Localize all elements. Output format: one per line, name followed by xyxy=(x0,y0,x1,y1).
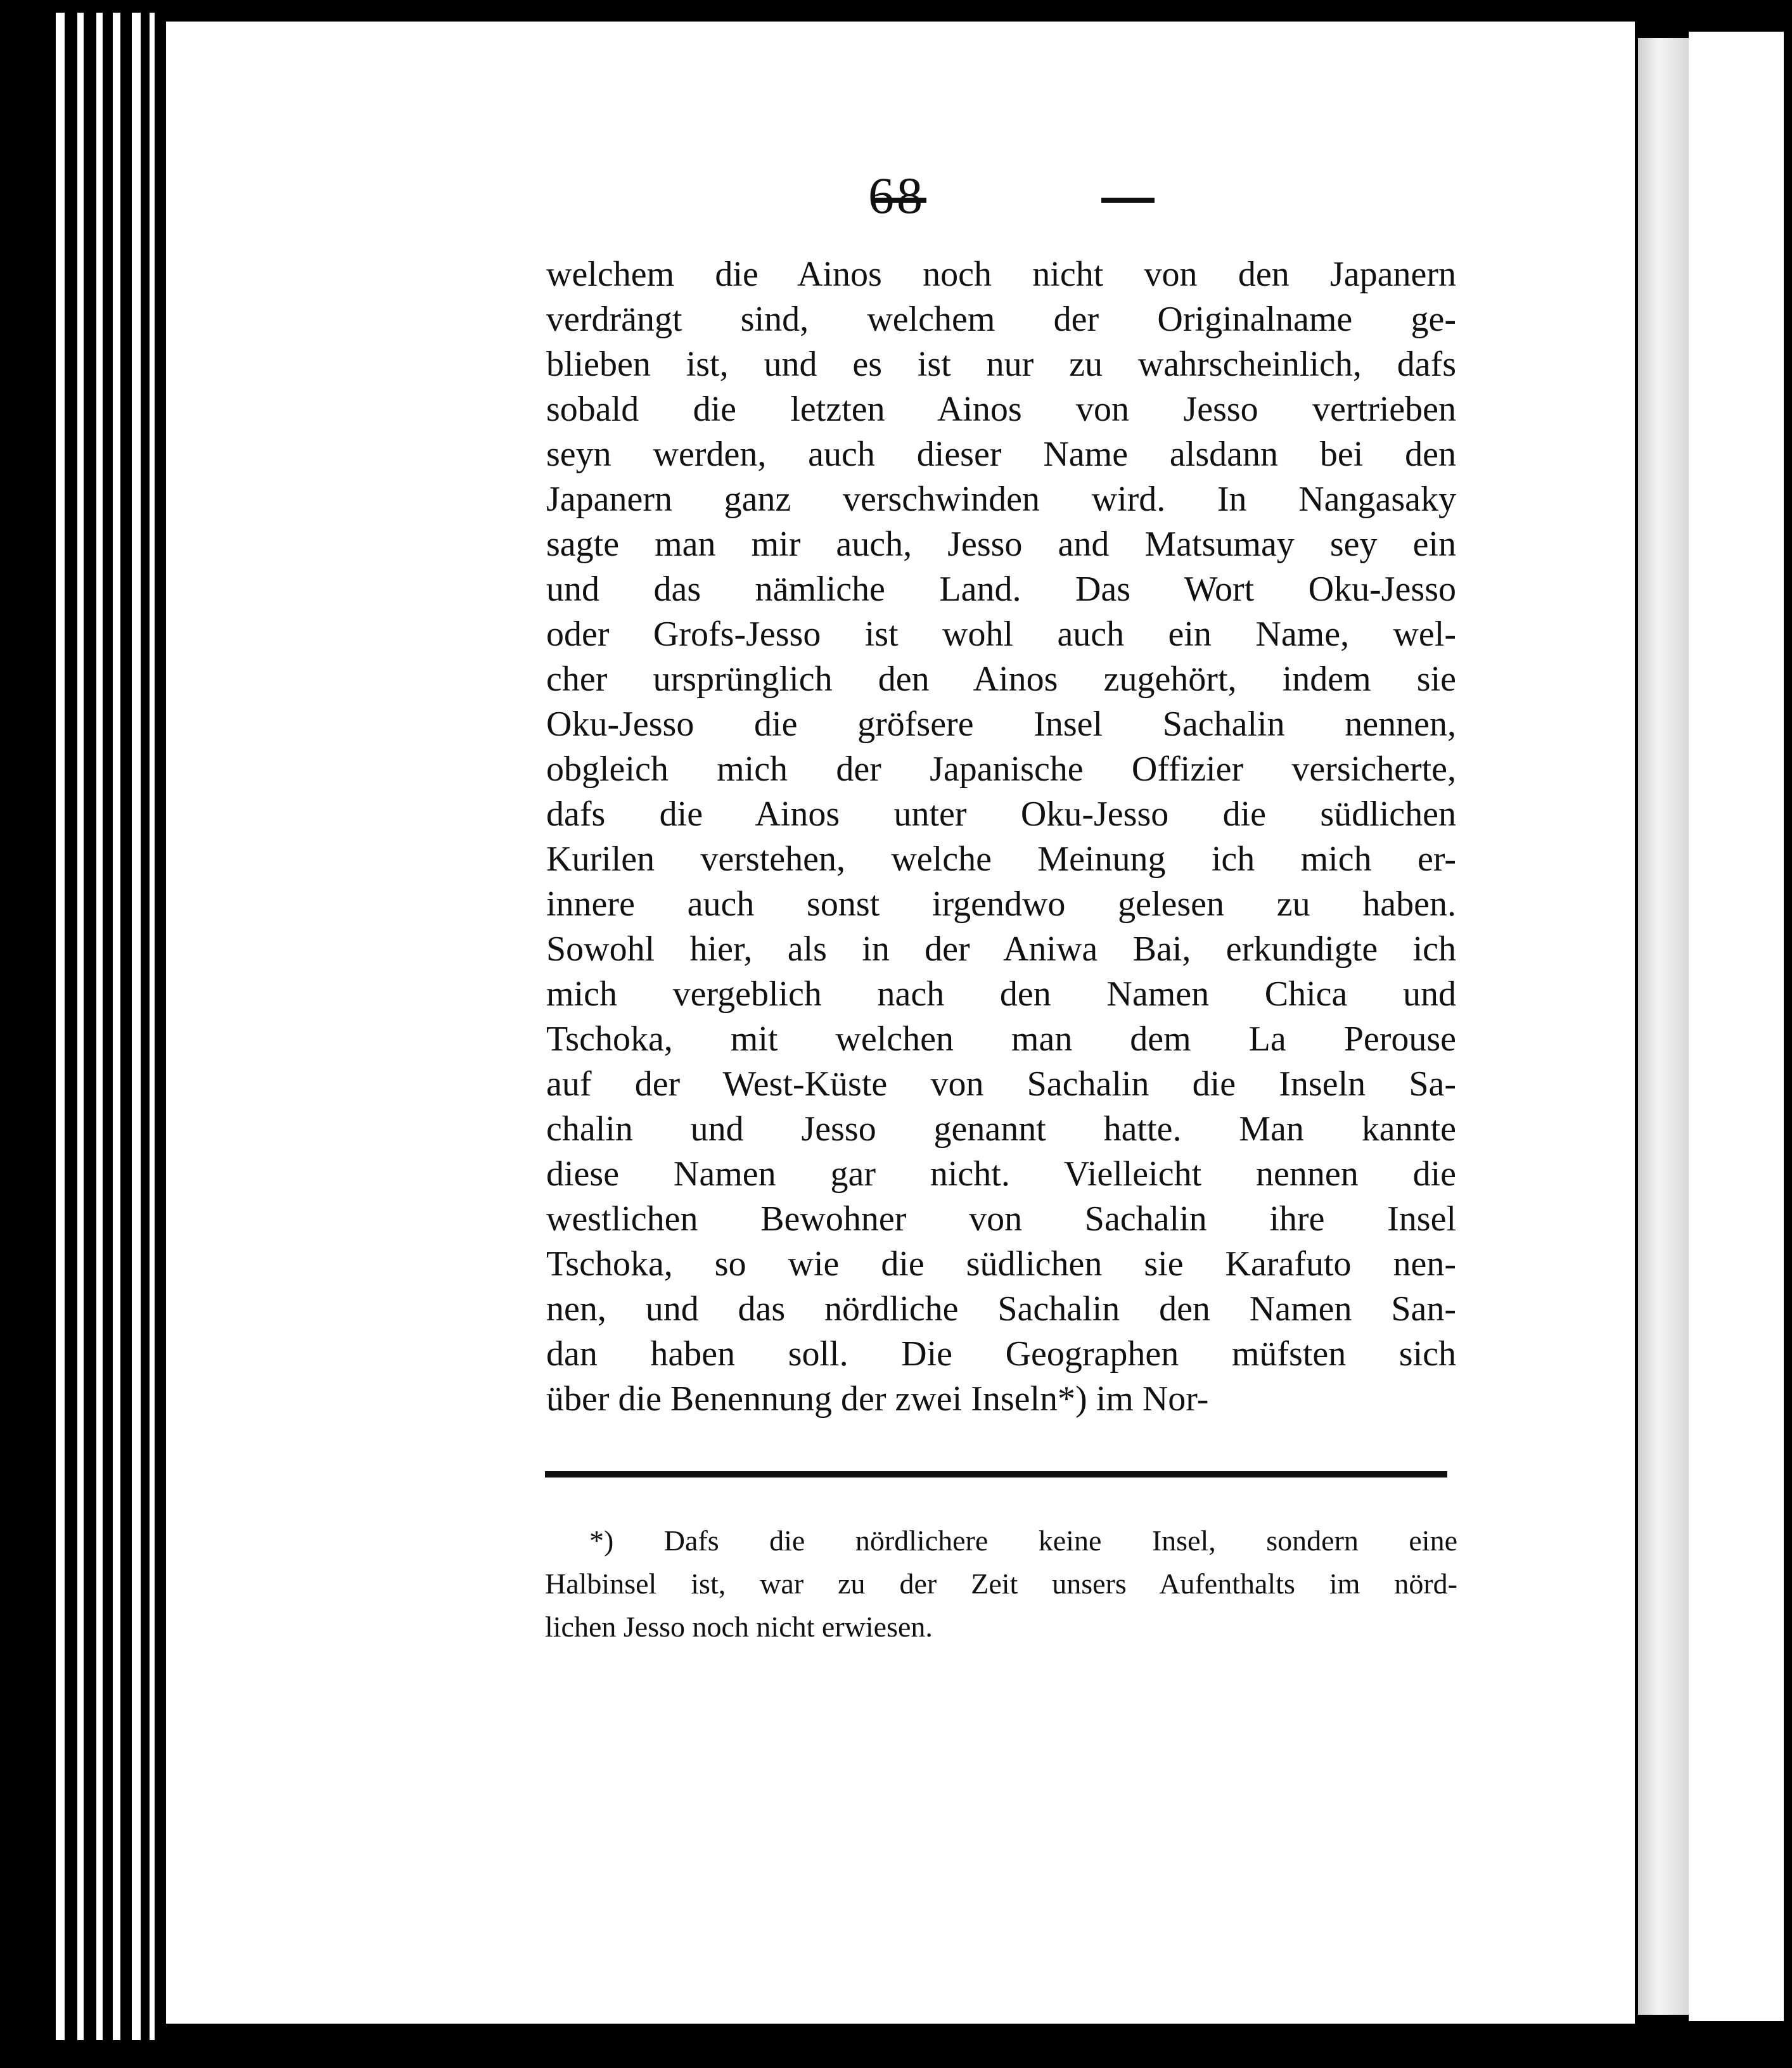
footnote-rule xyxy=(545,1471,1447,1478)
text-line: auf der West-Küste von Sachalin die Inseln Sa- xyxy=(546,1064,1456,1104)
text-line: chalin und Jesso genannt hatte. Man kannte xyxy=(546,1109,1456,1149)
text-line: blieben ist, und es ist nur zu wahrscheinlich, dafs xyxy=(546,345,1456,384)
text-line: innere auch sonst irgendwo gelesen zu haben. xyxy=(546,884,1456,924)
page-gutter-shadow xyxy=(1638,38,1689,2015)
text-line: welchem die Ainos noch nicht von den Japanern xyxy=(546,255,1456,294)
text-line: Japanern ganz verschwinden wird. In Nangasaky xyxy=(546,480,1456,519)
text-line: westlichen Bewohner von Sachalin ihre Insel xyxy=(546,1199,1456,1239)
page-edge xyxy=(56,13,65,2040)
footnote-line: lichen Jesso noch nicht erwiesen. xyxy=(545,1611,933,1643)
text-line: über die Benennung der zwei Inseln*) im Nor- xyxy=(546,1379,1209,1419)
text-line: mich vergeblich nach den Namen Chica und xyxy=(546,974,1456,1014)
footnote-line: *) Dafs die nördlichere keine Insel, sondern eine xyxy=(589,1524,1457,1557)
text-line: obgleich mich der Japanische Offizier versicherte, xyxy=(546,750,1456,789)
text-line: cher ursprünglich den Ainos zugehört, indem sie xyxy=(546,660,1456,699)
text-line: diese Namen gar nicht. Vielleicht nennen die xyxy=(546,1154,1456,1194)
text-line: sobald die letzten Ainos von Jesso vertrieben xyxy=(546,390,1456,429)
text-line: Sowohl hier, als in der Aniwa Bai, erkundigte ich xyxy=(546,929,1456,969)
body-text xyxy=(546,252,1456,1422)
text-line: nen, und das nördliche Sachalin den Namen San- xyxy=(546,1289,1456,1329)
text-line: Kurilen verstehen, welche Meinung ich mich er- xyxy=(546,839,1456,879)
page-edge xyxy=(150,13,155,2040)
text-line: sagte man mir auch, Jesso and Matsumay sey ein xyxy=(546,525,1456,564)
book-spine xyxy=(44,13,165,2040)
text-line: Oku-Jesso die gröfsere Insel Sachalin nennen, xyxy=(546,705,1456,744)
footnote xyxy=(545,1519,1457,1649)
text-line: dan haben soll. Die Geographen müfsten sich xyxy=(546,1334,1456,1374)
text-line: verdrängt sind, welchem der Originalname ge- xyxy=(546,300,1456,339)
page-edge xyxy=(77,13,84,2040)
text-line: Tschoka, so wie die südlichen sie Karafuto nen- xyxy=(546,1244,1456,1284)
text-line: seyn werden, auch dieser Name alsdann bei den xyxy=(546,435,1456,474)
facing-page-edge xyxy=(1689,32,1784,2021)
text-line: und das nämliche Land. Das Wort Oku-Jesso xyxy=(546,570,1456,609)
page-edge xyxy=(96,13,103,2040)
header-dash-right xyxy=(1101,198,1155,203)
text-line: dafs die Ainos unter Oku-Jesso die südlichen xyxy=(546,795,1456,834)
page-edge xyxy=(113,13,120,2040)
text-line: oder Grofs-Jesso ist wohl auch ein Name, wel- xyxy=(546,615,1456,654)
page-edge xyxy=(132,13,141,2040)
footnote-line: Halbinsel ist, war zu der Zeit unsers Aufenthalts im nörd- xyxy=(545,1567,1457,1600)
page-number: 68 xyxy=(868,167,925,224)
text-line: Tschoka, mit welchen man dem La Perouse xyxy=(546,1019,1456,1059)
